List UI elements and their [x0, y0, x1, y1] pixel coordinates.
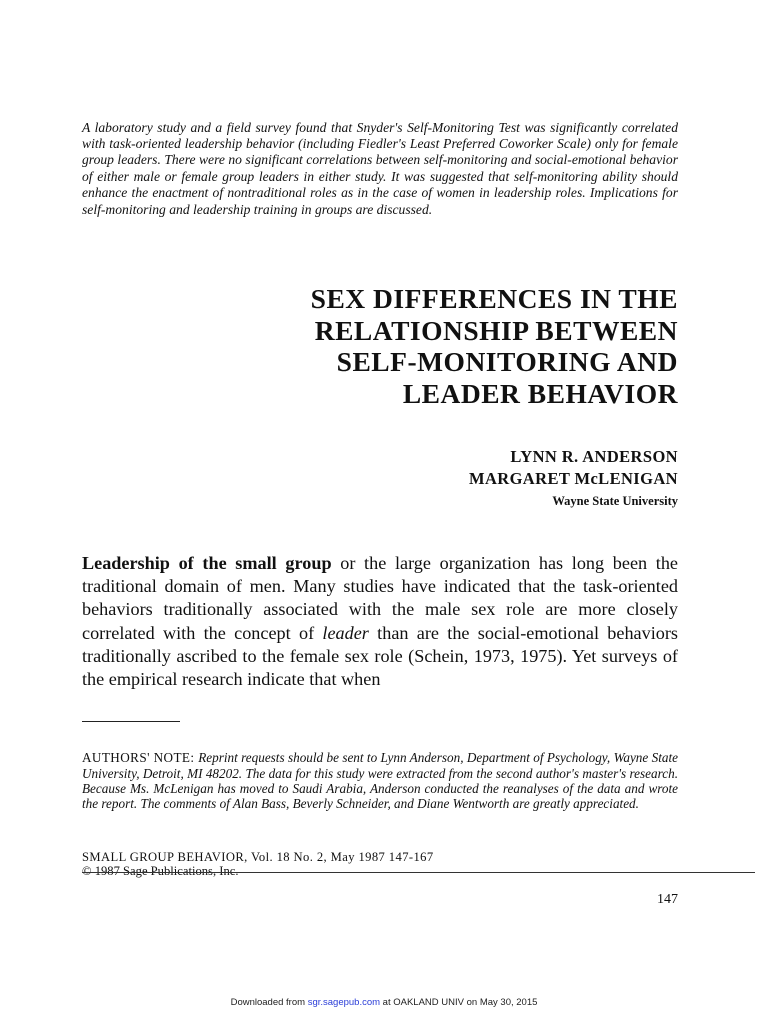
footnote-rule [82, 721, 180, 722]
download-suffix: at OAKLAND UNIV on May 30, 2015 [380, 997, 538, 1008]
body-text: or the large organization has long been the traditional domain of men. Many studies have indicated that the task-oriented behaviors traditionally associated with the male sex role are more closely correlated with the concept of [82, 553, 679, 643]
journal-citation: SMALL GROUP BEHAVIOR, Vol. 18 No. 2, May 1987 147-167 [82, 850, 434, 864]
article-title [118, 283, 678, 409]
emphasis-term: leader [322, 622, 369, 643]
author-name: MARGARET McLENIGAN [468, 469, 678, 488]
abstract: A laboratory study and a field survey found that Snyder's Self-Monitoring Test was significantly correlated with task-oriented leadership behavior (including Fiedler's Least Preferred Coworker Scale) only for female group leaders. There were no significant correlations between self-monitoring and social-emotional behavior of either male or female group leaders in either study. It was suggested that self-monitoring ability should enhance the enactment of nontraditional roles as in the case of women in leadership roles. Implications for self-monitoring and leadership training in groups are discussed. [82, 119, 678, 217]
author-block [469, 446, 678, 511]
author-affiliation: Wayne State University [552, 494, 678, 508]
note-text: Reprint requests should be sent to Lynn Anderson, Department of Psychology, Wayne State University, Detroit, MI 48202. The data for this study were extracted from the second author's master's research. Because Ms. McLenigan has moved to Saudi Arabia, Anderson conducted the reanalyses of the data and wrote the report. The comments of Alan Bass, Beverly Schneider, and Diane Wentworth are greatly appreciated. [82, 750, 678, 812]
page-number: 147 [657, 892, 678, 907]
author-name: LYNN R. ANDERSON [510, 447, 678, 466]
title-line: SELF-MONITORING AND [336, 346, 678, 377]
body-text: than are the social-emotional behaviors traditionally ascribed to the female sex role (Schein, 1973, 1975). Yet surveys of the empirical research indicate that when [82, 622, 679, 690]
copyright-notice: © 1987 Sage Publications, Inc. [82, 864, 239, 878]
authors-note [82, 750, 678, 812]
note-label: AUTHORS' NOTE: [82, 750, 199, 766]
title-line: RELATIONSHIP BETWEEN [314, 314, 678, 346]
download-prefix: Downloaded from [230, 997, 308, 1008]
title-line: SEX DIFFERENCES IN THE [310, 283, 678, 314]
download-stamp [0, 997, 768, 1009]
copyright-rule [82, 872, 755, 873]
body-paragraph [82, 552, 678, 691]
title-line: LEADER BEHAVIOR [402, 377, 678, 409]
download-source-link[interactable]: sgr.sagepub.com [307, 997, 381, 1008]
lead-in: Leadership of the small group [82, 553, 332, 573]
